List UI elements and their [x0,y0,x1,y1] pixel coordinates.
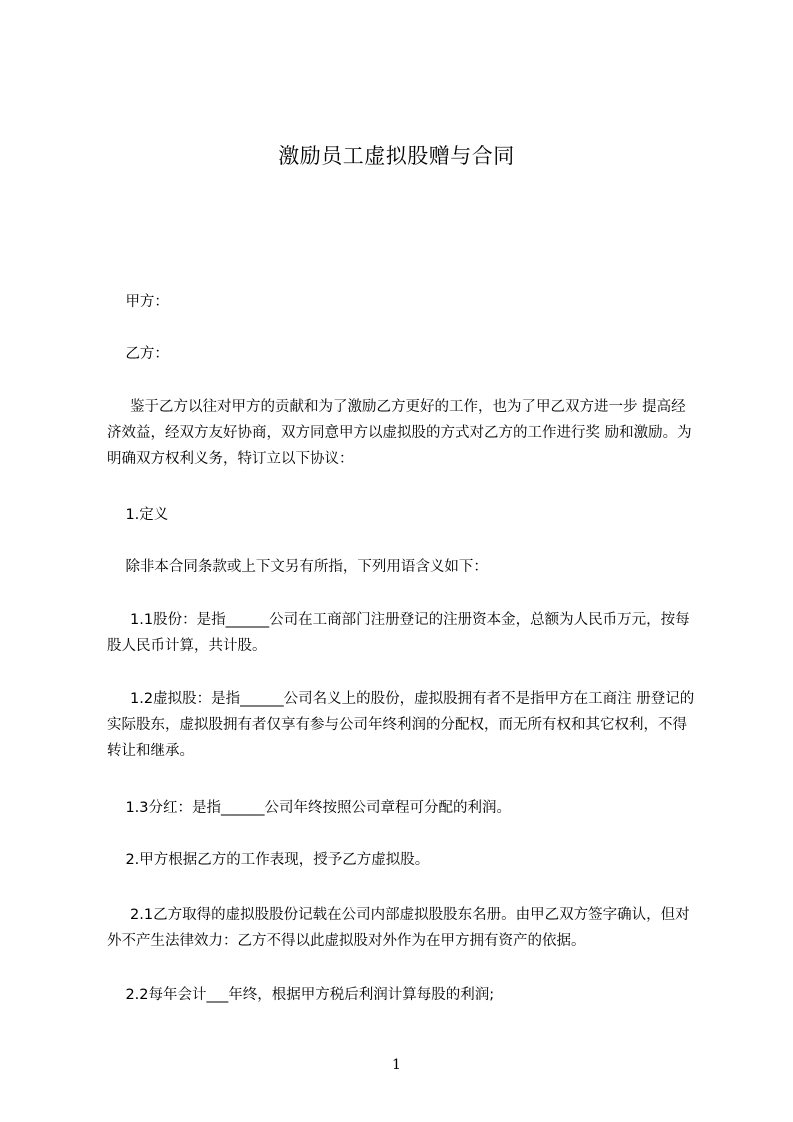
clause-2-2: 2.2每年会计___年终，根据甲方税后利润计算每股的利润; [107,987,495,1003]
clause-1-1: 1.1股份：是指______公司在工商部门注册登记的注册资本金，总额为人民币万元，按每股人民币计算，共计股。 [107,612,690,654]
clause-1-2: 1.2虚拟股：是指______公司名义上的股份，虚拟股拥有者不是指甲方在工商注 册登记的实际股东，虚拟股拥有者仅享有参与公司年终利润的分配权，而无所有权和其它权利，不得转让和继承。 [107,691,695,759]
clause-2-1: 2.1乙方取得的虚拟股股份记载在公司内部虚拟股股东名册。由甲乙双方签字确认，但对外不产生法律效力：乙方不得以此虚拟股对外作为在甲方拥有资产的依据。 [107,907,690,949]
party-a-line: 甲方： [107,294,169,310]
section-1-heading: 1.定义 [107,507,169,523]
definitions-intro: 除非本合同条款或上下文另有所指，下列用语含义如下： [107,559,488,575]
party-b-line: 乙方： [107,346,169,362]
section-2-heading: 2.甲方根据乙方的工作表现，授予乙方虚拟股。 [107,852,430,868]
preamble-paragraph: 鉴于乙方以往对甲方的贡献和为了激励乙方更好的工作，也为了甲乙双方进一步 提高经济效益，经双方友好协商，双方同意甲方以虚拟股的方式对乙方的工作进行奖 励和激励。为明确双方权利义务，特订立以下协议： [107,399,692,467]
clause-1-3: 1.3分红：是指______公司年终按照公司章程可分配的利润。 [107,800,511,816]
page-number: 1 [392,1057,401,1073]
document-title: 激励员工虚拟股赠与合同 [278,144,515,168]
